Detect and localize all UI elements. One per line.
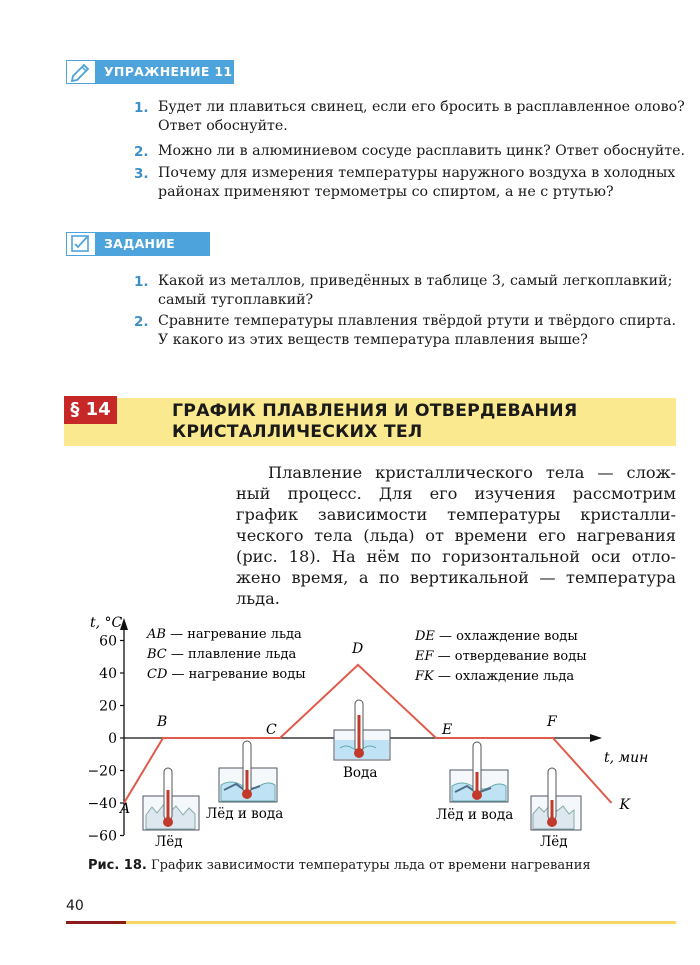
- paragraph-line: график зависимости температуры кристалли-: [236, 505, 676, 524]
- y-tick-label: −60: [87, 828, 117, 845]
- paragraph-line: Плавление кристаллического тела — слож-: [268, 463, 676, 482]
- x-axis-label: t, мин: [604, 750, 649, 766]
- illustration-label: Лёд: [540, 834, 568, 850]
- legend-entry: EF — отвердевание воды: [415, 649, 587, 664]
- y-tick-label: −40: [87, 796, 117, 812]
- footer-rule-dark: [66, 921, 126, 924]
- point-label-k: K: [619, 797, 630, 813]
- figure-caption: [88, 858, 591, 873]
- beaker-ice-water-1: [206, 741, 283, 822]
- y-tick-label: 60: [99, 633, 117, 650]
- checklist-icon: [66, 232, 96, 256]
- exercise-title: УПРАЖНЕНИЕ 11: [104, 64, 233, 79]
- x-axis-arrow: [590, 734, 602, 742]
- y-tick-label: 40: [99, 666, 117, 682]
- exercise-tag: [66, 60, 234, 84]
- intro-paragraph: [236, 462, 676, 609]
- section-title: ГРАФИК ПЛАВЛЕНИЯ И ОТВЕРДЕВАНИЯ КРИСТАЛЛИЧЕСКИХ ТЕЛ: [172, 401, 578, 442]
- paragraph-line: (рис. 18). На нём по горизонтальной оси отло-: [236, 547, 676, 566]
- paragraph-line: ный процесс. Для его изучения рассмотрим: [236, 484, 676, 503]
- pencil-icon: [66, 60, 96, 84]
- legend-entry: AB — нагревание льда: [147, 627, 302, 642]
- exercise-item-2: Можно ли в алюминиевом сосуде расплавить цинк? Ответ обоснуйте.: [158, 143, 685, 159]
- legend-entry: FK — охлаждение льда: [415, 669, 575, 684]
- caption-text: График зависимости температуры льда от времени нагревания: [150, 858, 591, 873]
- beaker-ice-2: [531, 768, 581, 850]
- exercise-item-3-number: 3.: [134, 166, 149, 182]
- illustration-label: Лёд: [155, 834, 183, 850]
- task-item-1-number: 1.: [134, 274, 149, 290]
- beaker-ice-water-2: [436, 742, 513, 823]
- illustration-label: Вода: [343, 765, 378, 781]
- illustration-label: Лёд и вода: [206, 806, 284, 822]
- exercise-item-3: Почему для измерения температуры наружного воздуха в холодных районах применяют термометры со спиртом, а не с ртутью?: [158, 165, 676, 200]
- section-number: § 14: [64, 396, 117, 424]
- melting-chart: [0, 600, 700, 858]
- point-label-a: A: [120, 801, 131, 817]
- exercise-item-2-number: 2.: [134, 144, 149, 160]
- y-axis-label: t, °C: [90, 615, 123, 631]
- beaker-water: [334, 700, 390, 781]
- y-tick-label: 20: [99, 698, 117, 715]
- point-label-b: B: [157, 714, 168, 730]
- task-item-2: Сравните температуры плавления твёрдой ртути и твёрдого спирта. У какого из этих веществ температура плавления выше?: [158, 313, 676, 348]
- legend-entry: BC — плавление льда: [147, 647, 297, 662]
- point-label-f: F: [547, 714, 557, 730]
- legend-entry: DE — охлаждение воды: [415, 629, 578, 644]
- point-label-e: E: [442, 722, 453, 738]
- task-title: ЗАДАНИЕ: [104, 236, 175, 251]
- point-label-d: D: [352, 640, 364, 657]
- task-item-2-number: 2.: [134, 314, 149, 330]
- paragraph-line: льда.: [236, 589, 280, 608]
- exercise-item-1: Будет ли плавиться свинец, если его бросить в расплавленное олово? Ответ обоснуйте.: [158, 99, 685, 134]
- illustration-label: Лёд и вода: [436, 807, 514, 823]
- legend-entry: CD — нагревание воды: [147, 667, 306, 682]
- paragraph-line: ческого тела (льда) от времени его нагревания: [236, 526, 676, 545]
- footer-rule-yellow: [126, 921, 676, 924]
- beaker-ice-1: [143, 768, 199, 850]
- caption-label: Рис. 18.: [88, 858, 147, 873]
- y-tick-label: 0: [108, 731, 117, 747]
- paragraph-line: жено время, а по вертикальной — температура: [236, 568, 676, 587]
- task-item-1: Какой из металлов, приведённых в таблице 3, самый легкоплавкий; самый тугоплавкий?: [158, 273, 673, 308]
- point-label-c: C: [266, 722, 277, 738]
- y-tick-label: −20: [87, 763, 117, 780]
- task-tag: [66, 232, 210, 256]
- exercise-item-1-number: 1.: [134, 100, 149, 116]
- page-number: 40: [66, 898, 84, 914]
